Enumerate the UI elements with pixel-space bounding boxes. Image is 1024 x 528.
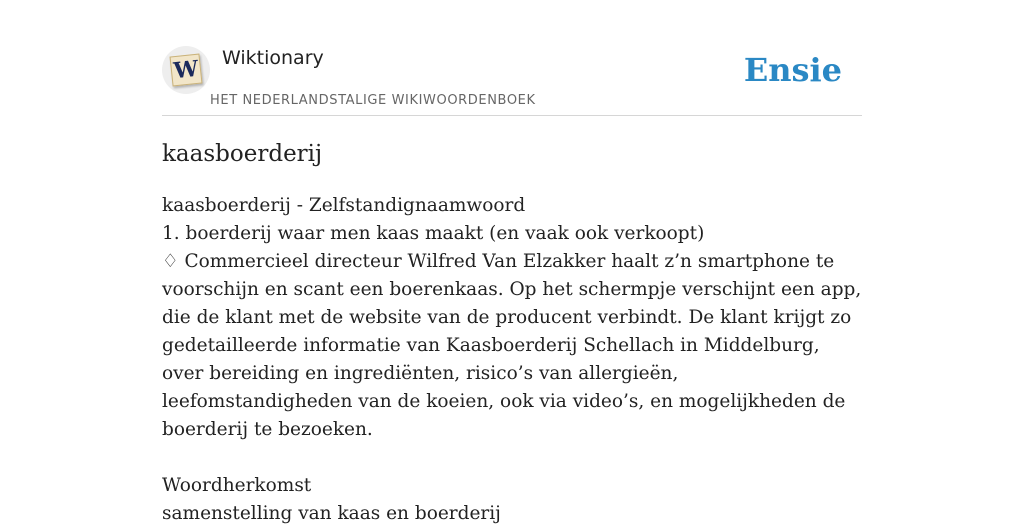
word-type: kaasboerderij - Zelfstandignaamwoord <box>162 195 526 216</box>
wiktionary-logo[interactable] <box>162 46 210 94</box>
entry-content <box>162 192 862 528</box>
site-header <box>162 0 862 116</box>
example-sentence: ♢ Commercieel directeur Wilfred Van Elzakker haalt z’n smartphone te voorschijn en scant een boerenkaas. Op het schermpje verschijnt een app, die de klant met de website van de producent verbindt. De klant krijgt zo gedetailleerde informatie van Kaasboerderij Schellach in Middelburg, over bereiding en ingrediënten, risico’s van allergieën, leefomstandigheden van de koeien, ook via video’s, en mogelijkheden de boerderij te bezoeken. <box>162 251 862 440</box>
page-title: kaasboerderij <box>162 141 323 167</box>
etymology-text: samenstelling van kaas en boerderij <box>162 503 501 524</box>
w-tile-icon: W <box>170 54 203 87</box>
etymology-heading: Woordherkomst <box>162 475 312 496</box>
ensie-brand-logo[interactable]: Ensie <box>743 51 842 89</box>
site-name[interactable]: Wiktionary <box>222 47 324 69</box>
spacer <box>162 444 862 472</box>
definition: 1. boerderij waar men kaas maakt (en vaak ook verkoopt) <box>162 223 705 244</box>
site-tagline: HET NEDERLANDSTALIGE WIKIWOORDENBOEK <box>210 93 536 108</box>
